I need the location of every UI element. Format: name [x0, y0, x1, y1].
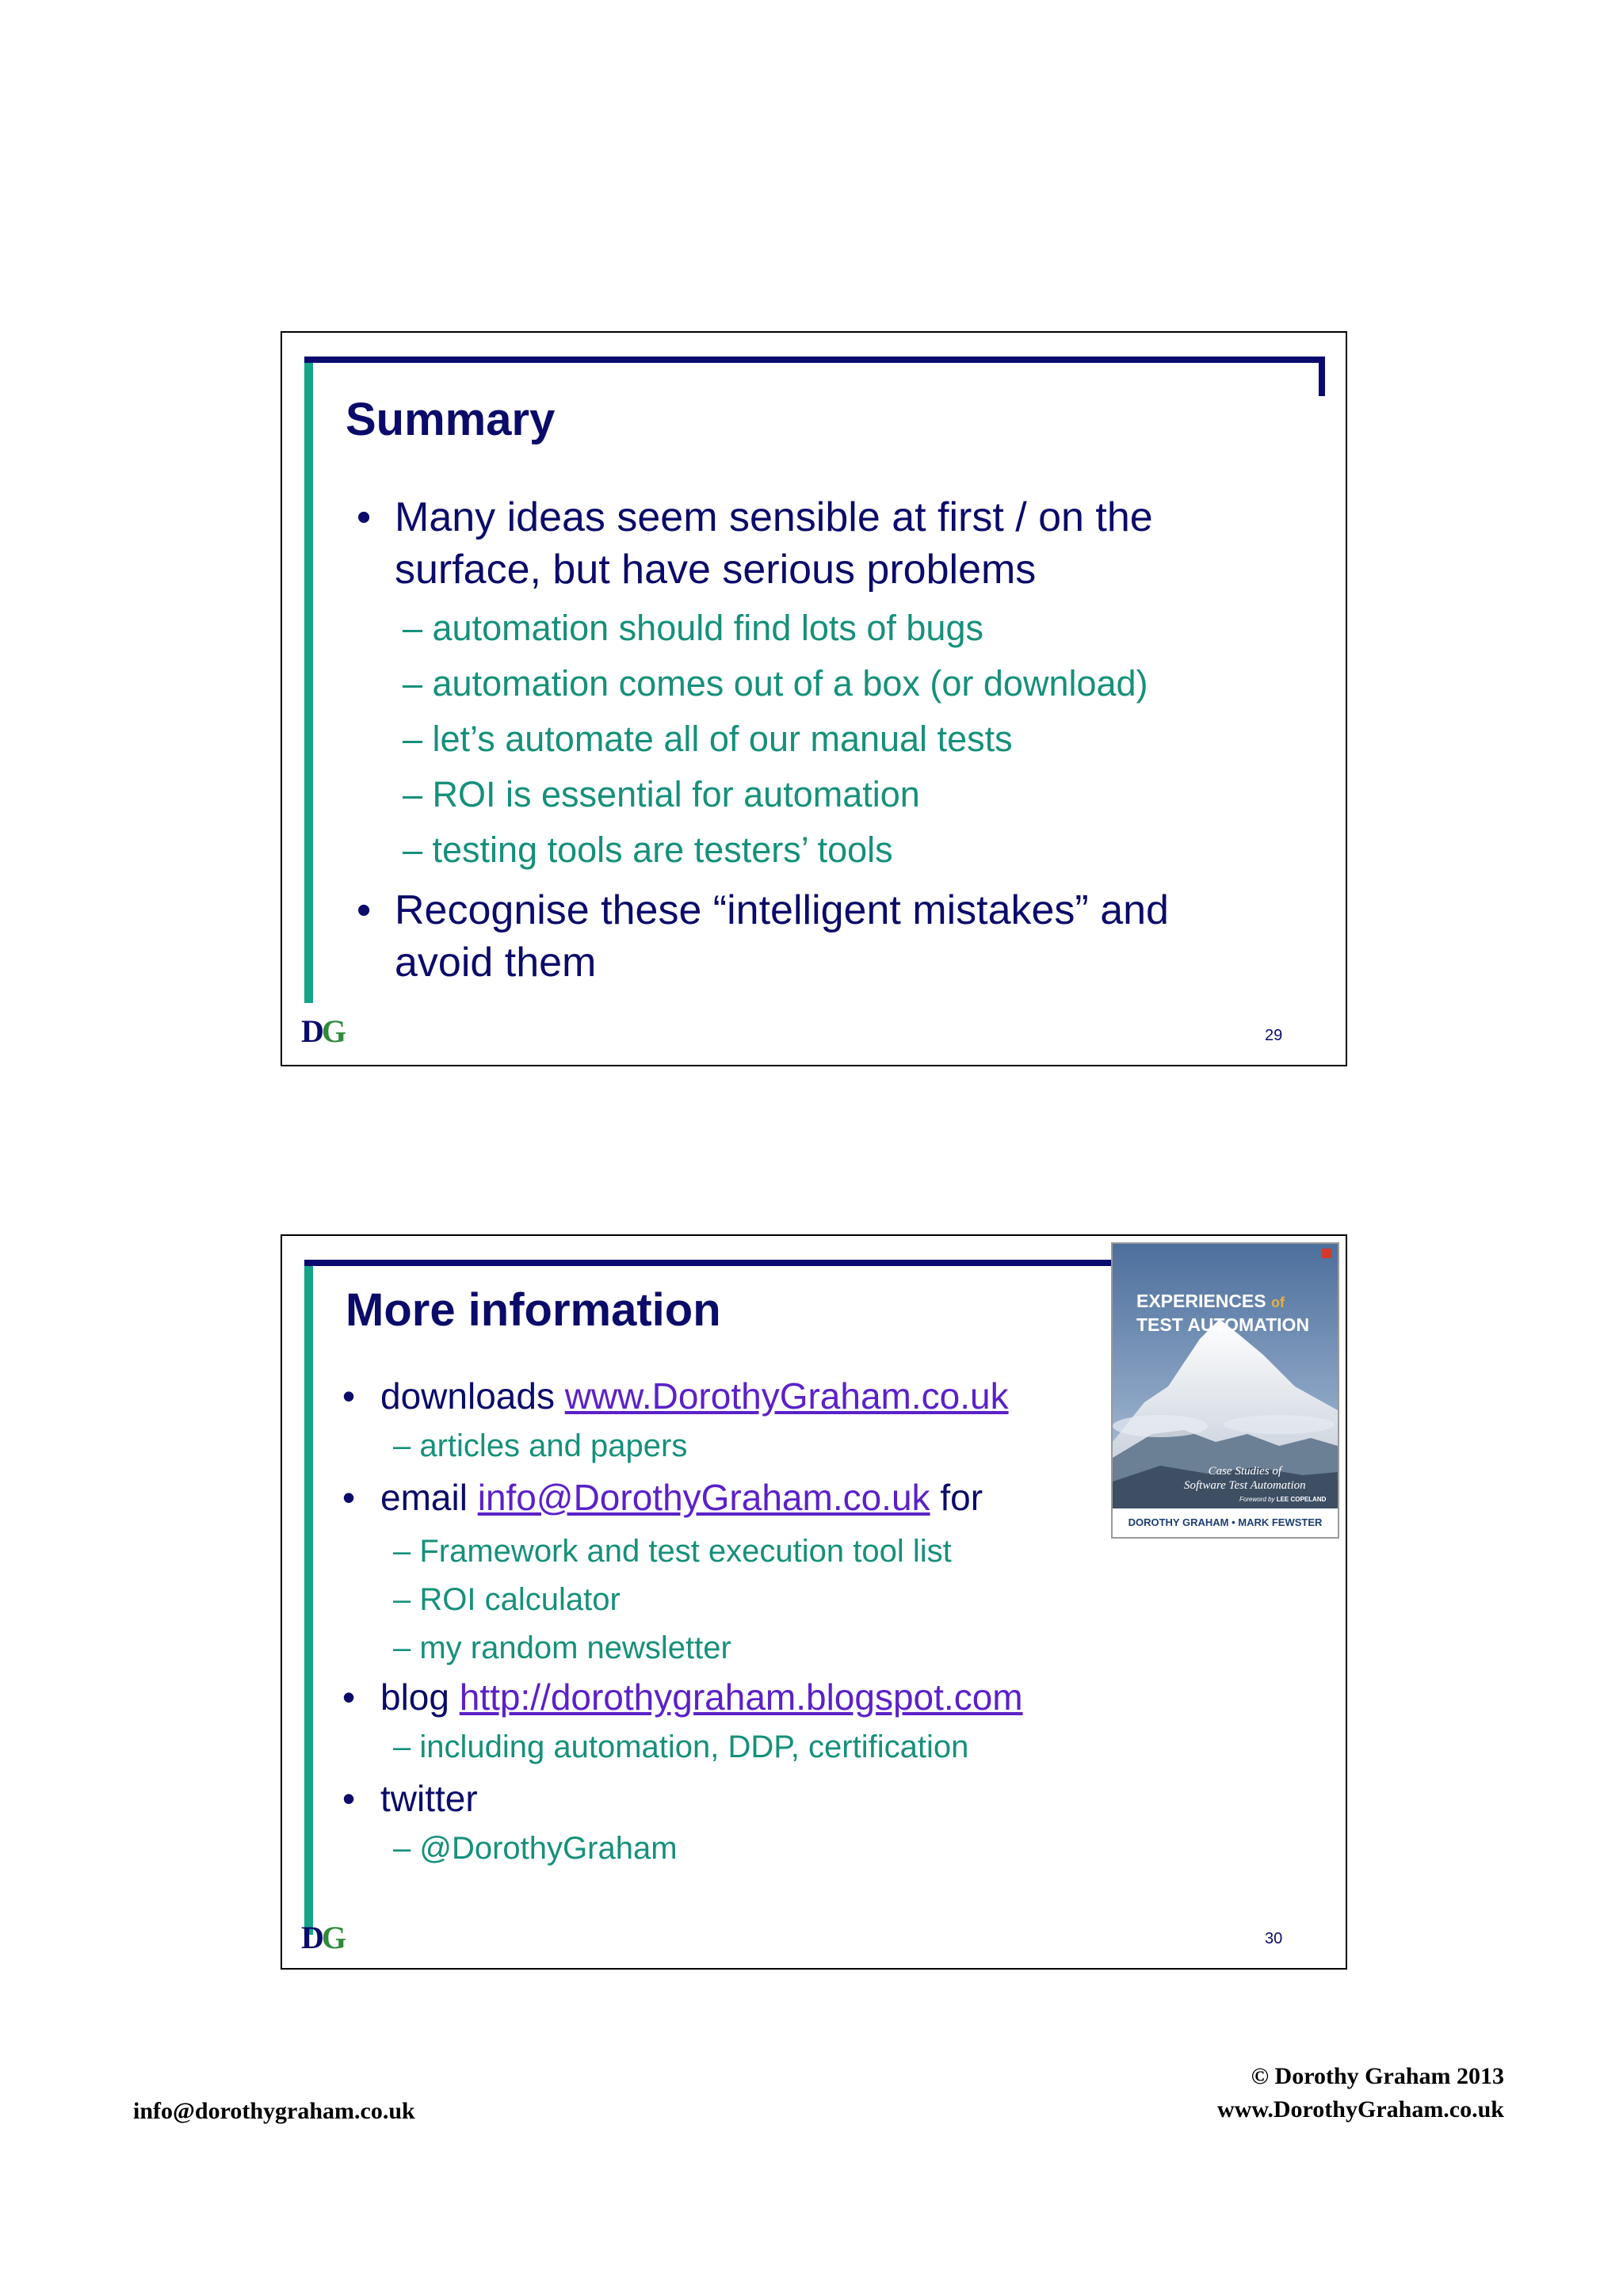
bullet-suffix: for [930, 1477, 983, 1518]
slide-30 [281, 1234, 1347, 1970]
page-number: 29 [1265, 1027, 1283, 1044]
footer-email: info@dorothygraham.co.uk [133, 2098, 415, 2124]
accent-bar-top [304, 357, 1325, 363]
logo-letter-d: D [301, 1920, 322, 1955]
book-foreword [1239, 1496, 1326, 1503]
bullet-label: twitter [380, 1778, 478, 1819]
logo-letter-g: G [321, 1920, 345, 1955]
bullet-item-downloads [342, 1372, 1009, 1420]
book-title [1136, 1290, 1309, 1336]
book-foreword-name: LEE COPELAND [1276, 1496, 1327, 1503]
bullet-item-twitter [342, 1775, 478, 1822]
sub-bullet-item: – articles and papers [393, 1428, 688, 1463]
logo-letter-g: G [321, 1013, 345, 1049]
sub-bullet-item: – including automation, DDP, certification [393, 1730, 969, 1764]
accent-bar-corner [1319, 357, 1325, 396]
sub-bullet-item: – let’s automate all of our manual tests [403, 719, 1013, 759]
blog-link[interactable]: http://dorothygraham.blogspot.com [459, 1676, 1023, 1718]
book-subtitle-text: Software Test Automation [1184, 1479, 1306, 1492]
bullet-item-email [342, 1474, 983, 1521]
page-number: 30 [1265, 1930, 1283, 1947]
sub-bullet-item: – my random newsletter [393, 1630, 731, 1665]
bullet-text: Recognise these “intelligent mistakes” and [395, 887, 1169, 933]
slide-title: Summary [346, 394, 556, 445]
bullet-dot-icon: • [342, 1778, 356, 1819]
book-title-text: TEST AUTOMATION [1136, 1314, 1310, 1335]
footer-website: www.DorothyGraham.co.uk [1217, 2096, 1504, 2122]
accent-bar-top [304, 1260, 1128, 1266]
book-title-text: EXPERIENCES [1136, 1291, 1271, 1311]
slide-title: More information [346, 1284, 721, 1336]
sub-bullet-list [393, 1527, 952, 1672]
sub-bullet-item: – @DorothyGraham [393, 1831, 678, 1866]
sub-bullet-item: – ROI is essential for automation [403, 774, 920, 814]
dg-logo [301, 1919, 344, 1956]
bullet-item [346, 884, 1169, 989]
bullet-text: avoid them [395, 940, 597, 986]
bullet-item [346, 491, 1153, 596]
sub-bullet-item: – testing tools are testers’ tools [403, 830, 893, 870]
sub-bullet-item: – Framework and test execution tool list [393, 1534, 952, 1569]
book-subtitle [1184, 1464, 1306, 1493]
bullet-dot-icon: • [357, 494, 372, 540]
book-cover-image [1111, 1242, 1339, 1539]
book-authors: DOROTHY GRAHAM • MARK FEWSTER [1128, 1516, 1323, 1528]
bullet-item-blog [342, 1673, 1023, 1721]
dg-logo [301, 1013, 344, 1050]
sub-bullet-item: – automation comes out of a box (or download) [403, 663, 1148, 704]
logo-letter-d: D [301, 1013, 322, 1049]
book-subtitle-text: Case Studies of [1208, 1465, 1282, 1478]
sub-bullet-item: – automation should find lots of bugs [403, 608, 983, 648]
bullet-label: blog [380, 1676, 460, 1718]
slide-29 [281, 331, 1347, 1066]
bullet-dot-icon: • [342, 1375, 356, 1417]
book-foreword-prefix: Foreword by [1239, 1496, 1275, 1503]
bullet-text: surface, but have serious problems [395, 547, 1037, 593]
bullet-text: Many ideas seem sensible at first / on the [395, 494, 1153, 540]
footer-copyright: © Dorothy Graham 2013 [1251, 2063, 1504, 2089]
bullet-dot-icon: • [357, 887, 372, 933]
book-title-of: of [1271, 1295, 1285, 1310]
sub-bullet-item: – ROI calculator [393, 1582, 621, 1617]
bullet-label: downloads [380, 1375, 565, 1417]
sub-bullet-list [403, 601, 1148, 878]
bullet-dot-icon: • [342, 1477, 356, 1518]
accent-bar-vertical [304, 360, 313, 1003]
accent-bar-vertical [304, 1263, 313, 1935]
website-link[interactable]: www.DorothyGraham.co.uk [564, 1375, 1009, 1417]
bullet-label: email [380, 1477, 478, 1518]
email-link[interactable]: info@DorothyGraham.co.uk [477, 1477, 930, 1518]
bullet-dot-icon: • [342, 1676, 356, 1718]
